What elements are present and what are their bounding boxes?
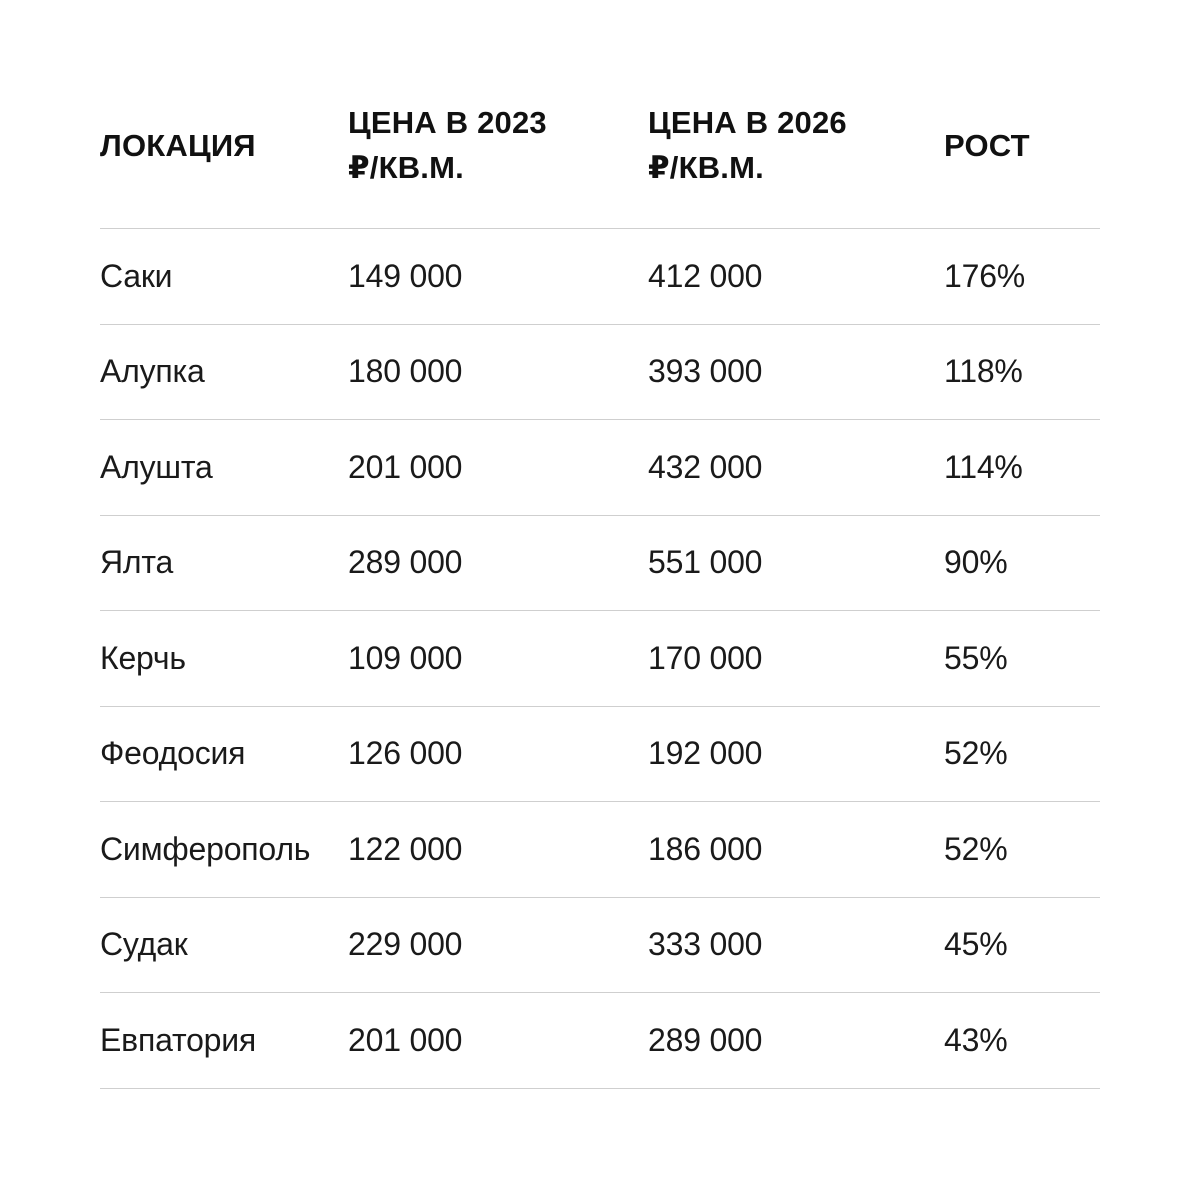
cell-growth: 118% [944,353,1023,390]
price-table [100,100,1100,1089]
cell-location: Симферополь [100,830,311,867]
cell-growth: 90% [944,544,1008,581]
cell-price-2026: 186 000 [648,830,763,867]
table-row [100,611,1100,707]
cell-growth: 52% [944,735,1008,772]
header-price-2023-line-2: ₽/КВ.М. [348,150,464,185]
header-location [100,100,348,228]
cell-growth: 114% [944,448,1023,485]
cell-location: Ялта [100,544,174,581]
header-growth-label: РОСТ [944,127,1030,163]
cell-price-2026: 412 000 [648,257,763,294]
cell-price-2026: 192 000 [648,735,763,772]
cell-price-2023: 180 000 [348,353,463,390]
cell-location: Феодосия [100,735,246,772]
header-price-2023 [348,100,648,228]
cell-price-2026: 393 000 [648,353,763,390]
cell-growth: 43% [944,1021,1008,1058]
header-price-2026 [648,100,944,228]
cell-price-2023: 126 000 [348,735,463,772]
cell-price-2026: 170 000 [648,639,763,676]
header-location-label: ЛОКАЦИЯ [100,127,256,163]
cell-price-2023: 289 000 [348,544,463,581]
cell-price-2023: 122 000 [348,830,463,867]
cell-location: Керчь [100,639,186,676]
table-row [100,993,1100,1089]
cell-growth: 45% [944,926,1008,963]
cell-price-2023: 201 000 [348,1021,463,1058]
table-row [100,229,1100,325]
cell-growth: 176% [944,257,1026,294]
cell-price-2023: 149 000 [348,257,463,294]
cell-price-2023: 109 000 [348,639,463,676]
cell-price-2023: 201 000 [348,448,463,485]
table-row [100,898,1100,994]
cell-location: Алупка [100,353,205,390]
cell-price-2026: 333 000 [648,926,763,963]
cell-growth: 55% [944,639,1008,676]
table-header-row [100,100,1100,229]
table-row [100,325,1100,421]
table-row [100,420,1100,516]
cell-location: Евпатория [100,1021,257,1058]
cell-price-2023: 229 000 [348,926,463,963]
cell-location: Алушта [100,448,213,485]
table-row [100,802,1100,898]
cell-location: Саки [100,257,173,294]
cell-price-2026: 432 000 [648,448,763,485]
header-price-2026-line-1: ЦЕНА В 2026 [648,105,847,140]
cell-price-2026: 289 000 [648,1021,763,1058]
header-price-2023-line-1: ЦЕНА В 2023 [348,105,547,140]
cell-growth: 52% [944,830,1008,867]
header-price-2026-line-2: ₽/КВ.М. [648,150,764,185]
cell-location: Судак [100,926,188,963]
header-growth [944,100,1100,228]
cell-price-2026: 551 000 [648,544,763,581]
table-row [100,516,1100,612]
table-row [100,707,1100,803]
